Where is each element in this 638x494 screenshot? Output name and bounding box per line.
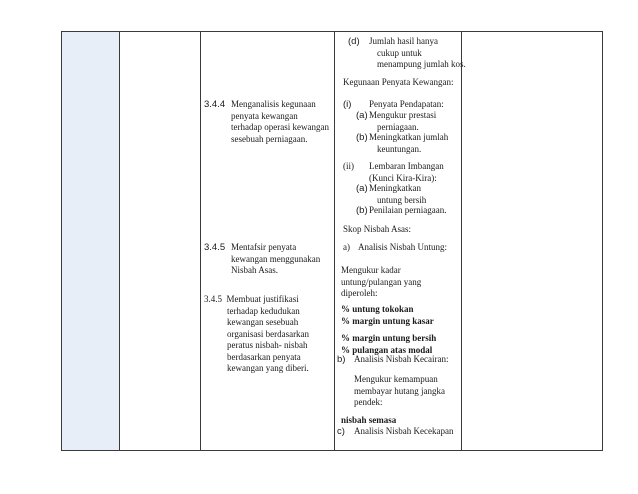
lesson-plan-table <box>61 31 603 451</box>
item-b-text: Analisis Nisbah Kecairan: <box>354 354 449 364</box>
learning-objectives-column <box>201 32 335 450</box>
ratio-list-2: % margin untung bersih % pulangan atas modal <box>341 333 437 355</box>
item-c-text: Analisis Nisbah Kecekapan <box>354 426 454 436</box>
objective-344-text: Menganalisis kegunaan penyata kewangan terhadap operasi kewangan sesebuah perniagaan. <box>231 99 329 144</box>
item-label: (a) <box>356 110 368 121</box>
item-label: (i) <box>343 99 352 110</box>
item-d-text: Jumlah hasil hanya cukup untuk menampung jumlah kos. <box>369 36 466 69</box>
item-label: (a) <box>356 183 368 194</box>
objective-345b-text: 3.4.5 Membuat justifikasi terhadap kedudukan kewangan sesebuah organisasi berdasarkan peratus nisbah- nisbah berdasarkan penyata kewangan yang diberi. <box>204 294 310 373</box>
kegunaan-heading: Kegunaan Penyata Kewangan: <box>343 77 454 87</box>
item-label: c) <box>337 426 345 437</box>
nisbah-semasa: nisbah semasa <box>341 415 397 425</box>
item-a-text: Analisis Nisbah Untung: <box>358 242 447 252</box>
item-label: (b) <box>356 132 368 143</box>
skop-heading: Skop Nisbah Asas: <box>343 224 412 234</box>
item-label: (ii) <box>343 161 354 171</box>
objective-number: 3.4.5 <box>204 242 226 253</box>
objective-345-text: Mentafsir penyata kewangan menggunakan Nisbah Asas. <box>231 242 321 275</box>
column-2 <box>120 32 201 450</box>
column-1 <box>62 32 120 450</box>
kemampuan-text: Mengukur kemampuan membayar hutang jangka pendek: <box>354 374 445 407</box>
item-iib-text: Penilaian perniagaan. <box>369 205 447 215</box>
column-5 <box>462 32 602 450</box>
objective-number: 3.4.4 <box>204 99 226 110</box>
item-label: b) <box>337 354 346 365</box>
item-i-text: Penyata Pendapatan: <box>369 99 444 109</box>
item-label: (b) <box>356 205 368 216</box>
mengukur-kadar-text: Mengukur kadar untung/pulangan yang diperoleh: <box>341 265 422 298</box>
content-column <box>335 32 466 450</box>
item-ia-text: Mengukur prestasi perniagaan. <box>369 110 437 132</box>
item-ib-text: Meningkatkan jumlah keuntungan. <box>369 132 449 154</box>
item-label: (d) <box>348 36 360 47</box>
item-ii-text: Lembaran Imbangan (Kunci Kira-Kira): <box>369 161 444 183</box>
item-label: a) <box>343 242 350 252</box>
ratio-list-1: % untung tokokan % margin untung kasar <box>341 304 434 326</box>
item-iia-text: Meningkatkan untung bersih <box>369 183 427 205</box>
